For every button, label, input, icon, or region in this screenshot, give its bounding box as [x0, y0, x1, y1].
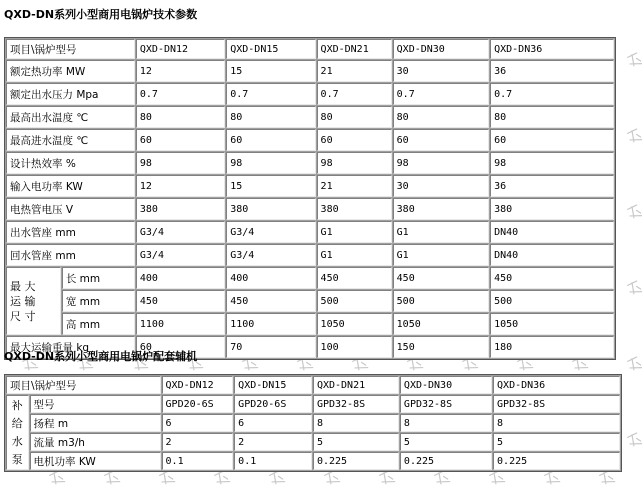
watermark-glyph: [214, 470, 229, 485]
table-row: [6, 198, 614, 220]
table-row: [6, 152, 614, 174]
value-cell: 98: [490, 152, 614, 174]
value-cell: 450: [317, 267, 392, 289]
model-cell: QXD-DN15: [226, 39, 315, 59]
value-cell: 0.7: [393, 83, 489, 105]
value-cell: G3/4: [136, 221, 225, 243]
value-cell: 15: [226, 60, 315, 82]
watermark-glyph: [627, 356, 642, 371]
row-label: 输入电功率 KW: [6, 175, 135, 197]
value-cell: 98: [136, 152, 225, 174]
value-cell: 36: [490, 60, 614, 82]
value-cell: DN40: [490, 221, 614, 243]
model-cell: QXD-DN21: [313, 376, 399, 394]
group-label-line: 运 输: [10, 294, 36, 308]
value-cell: G1: [393, 244, 489, 266]
group-label-char: 泵: [11, 452, 23, 466]
model-cell: QXD-DN30: [393, 39, 489, 59]
group-label-char: 水: [11, 434, 23, 448]
value-cell: 0.7: [490, 83, 614, 105]
row-label: 扬程 m: [30, 414, 161, 432]
value-cell: G3/4: [226, 221, 315, 243]
feed-pump-group-label: [6, 395, 29, 470]
value-cell: 380: [393, 198, 489, 220]
auxiliary-table-title: QXD-DN系列小型商用电锅炉配套辅机: [4, 350, 198, 363]
value-cell: 1100: [226, 313, 315, 335]
value-cell: 98: [317, 152, 392, 174]
dimensions-group-label: [6, 267, 61, 335]
row-label: 额定出水压力 Mpa: [6, 83, 135, 105]
value-cell: 150: [393, 336, 489, 358]
watermark-glyph: [434, 470, 449, 485]
table-row: [6, 106, 614, 128]
value-cell: 500: [490, 290, 614, 312]
value-cell: 5: [400, 433, 492, 451]
watermark-glyph: [627, 432, 642, 447]
value-cell: 0.225: [493, 452, 620, 470]
table-header-row: [6, 376, 620, 394]
value-cell: 80: [490, 106, 614, 128]
model-cell: QXD-DN12: [136, 39, 225, 59]
watermark-glyph: [159, 470, 174, 485]
group-label-line: 最 大: [10, 279, 36, 293]
value-cell: 5: [313, 433, 399, 451]
value-cell: 6: [234, 414, 312, 432]
value-cell: GPD20-6S: [162, 395, 234, 413]
value-cell: 70: [226, 336, 315, 358]
value-cell: 12: [136, 175, 225, 197]
value-cell: 450: [490, 267, 614, 289]
value-cell: 380: [490, 198, 614, 220]
value-cell: 380: [136, 198, 225, 220]
value-cell: 5: [493, 433, 620, 451]
value-cell: 0.7: [226, 83, 315, 105]
row-label: 高 mm: [62, 313, 135, 335]
value-cell: GPD32-8S: [313, 395, 399, 413]
row-label: 额定热功率 MW: [6, 60, 135, 82]
value-cell: 450: [226, 290, 315, 312]
value-cell: 400: [226, 267, 315, 289]
row-label: 最高进水温度 ℃: [6, 129, 135, 151]
row-label: 宽 mm: [62, 290, 135, 312]
value-cell: 500: [317, 290, 392, 312]
value-cell: 8: [400, 414, 492, 432]
watermark-glyph: [544, 470, 559, 485]
value-cell: 450: [136, 290, 225, 312]
model-cell: QXD-DN30: [400, 376, 492, 394]
table-row: [6, 414, 620, 432]
table-row: [6, 290, 614, 312]
watermark-glyph: [104, 470, 119, 485]
value-cell: 36: [490, 175, 614, 197]
watermark-glyph: [49, 470, 64, 485]
value-cell: DN40: [490, 244, 614, 266]
table-row: [6, 267, 614, 289]
value-cell: 380: [226, 198, 315, 220]
table-row: [6, 60, 614, 82]
value-cell: G3/4: [136, 244, 225, 266]
watermark-glyph: [489, 470, 504, 485]
table-row: [6, 452, 620, 470]
value-cell: 0.1: [162, 452, 234, 470]
value-cell: G1: [317, 221, 392, 243]
header-cell: 项目\锅炉型号: [6, 376, 161, 394]
value-cell: GPD32-8S: [493, 395, 620, 413]
value-cell: 21: [317, 60, 392, 82]
row-label: 最大运输重量 kg: [6, 336, 135, 358]
watermark-glyph: [627, 280, 642, 295]
value-cell: 1050: [393, 313, 489, 335]
value-cell: 30: [393, 60, 489, 82]
value-cell: G1: [393, 221, 489, 243]
group-label-line: 尺 寸: [10, 309, 36, 323]
value-cell: 2: [162, 433, 234, 451]
table-row: [6, 244, 614, 266]
row-label: 流量 m3/h: [30, 433, 161, 451]
header-cell: 项目\锅炉型号: [6, 39, 135, 59]
value-cell: 0.1: [234, 452, 312, 470]
value-cell: 0.225: [313, 452, 399, 470]
watermark-glyph: [627, 128, 642, 143]
value-cell: GPD32-8S: [400, 395, 492, 413]
value-cell: 1050: [317, 313, 392, 335]
value-cell: 80: [317, 106, 392, 128]
value-cell: 0.7: [317, 83, 392, 105]
value-cell: 98: [226, 152, 315, 174]
value-cell: G3/4: [226, 244, 315, 266]
value-cell: 60: [226, 129, 315, 151]
watermark-glyph: [599, 470, 614, 485]
auxiliary-equipment-table: [4, 374, 622, 472]
value-cell: 12: [136, 60, 225, 82]
value-cell: 60: [136, 129, 225, 151]
value-cell: 8: [493, 414, 620, 432]
watermark-glyph: [379, 470, 394, 485]
value-cell: 60: [393, 129, 489, 151]
value-cell: 60: [136, 336, 225, 358]
value-cell: 400: [136, 267, 225, 289]
value-cell: 60: [490, 129, 614, 151]
value-cell: 8: [313, 414, 399, 432]
watermark-glyph: [269, 470, 284, 485]
value-cell: 30: [393, 175, 489, 197]
row-label: 电机功率 KW: [30, 452, 161, 470]
model-cell: QXD-DN12: [162, 376, 234, 394]
table-row: [6, 313, 614, 335]
group-label-char: 补: [11, 398, 23, 412]
group-label-char: 给: [11, 416, 23, 430]
value-cell: 60: [317, 129, 392, 151]
table-row: [6, 129, 614, 151]
row-label: 回水管座 mm: [6, 244, 135, 266]
value-cell: 380: [317, 198, 392, 220]
value-cell: 80: [226, 106, 315, 128]
spec-table-title: QXD-DN系列小型商用电锅炉技术参数: [4, 8, 198, 21]
model-cell: QXD-DN36: [490, 39, 614, 59]
row-label: 电热管电压 V: [6, 198, 135, 220]
value-cell: 2: [234, 433, 312, 451]
value-cell: 1050: [490, 313, 614, 335]
table-row: [6, 433, 620, 451]
row-label: 出水管座 mm: [6, 221, 135, 243]
value-cell: 98: [393, 152, 489, 174]
technical-parameters-table: [4, 37, 616, 360]
value-cell: 21: [317, 175, 392, 197]
value-cell: 80: [393, 106, 489, 128]
table-row: [6, 175, 614, 197]
model-cell: QXD-DN15: [234, 376, 312, 394]
value-cell: 6: [162, 414, 234, 432]
watermark-glyph: [627, 204, 642, 219]
value-cell: 100: [317, 336, 392, 358]
value-cell: G1: [317, 244, 392, 266]
model-cell: QXD-DN21: [317, 39, 392, 59]
value-cell: 450: [393, 267, 489, 289]
row-label: 最高出水温度 ℃: [6, 106, 135, 128]
table-row: [6, 221, 614, 243]
table-header-row: [6, 39, 614, 59]
value-cell: 0.225: [400, 452, 492, 470]
value-cell: 1100: [136, 313, 225, 335]
value-cell: 180: [490, 336, 614, 358]
row-label: 长 mm: [62, 267, 135, 289]
row-label: 型号: [30, 395, 161, 413]
watermark-glyph: [324, 470, 339, 485]
model-cell: QXD-DN36: [493, 376, 620, 394]
value-cell: 500: [393, 290, 489, 312]
table-row: [6, 395, 620, 413]
value-cell: GPD20-6S: [234, 395, 312, 413]
watermark-glyph: [627, 52, 642, 67]
value-cell: 80: [136, 106, 225, 128]
value-cell: 0.7: [136, 83, 225, 105]
value-cell: 15: [226, 175, 315, 197]
table-row: [6, 83, 614, 105]
row-label: 设计热效率 %: [6, 152, 135, 174]
